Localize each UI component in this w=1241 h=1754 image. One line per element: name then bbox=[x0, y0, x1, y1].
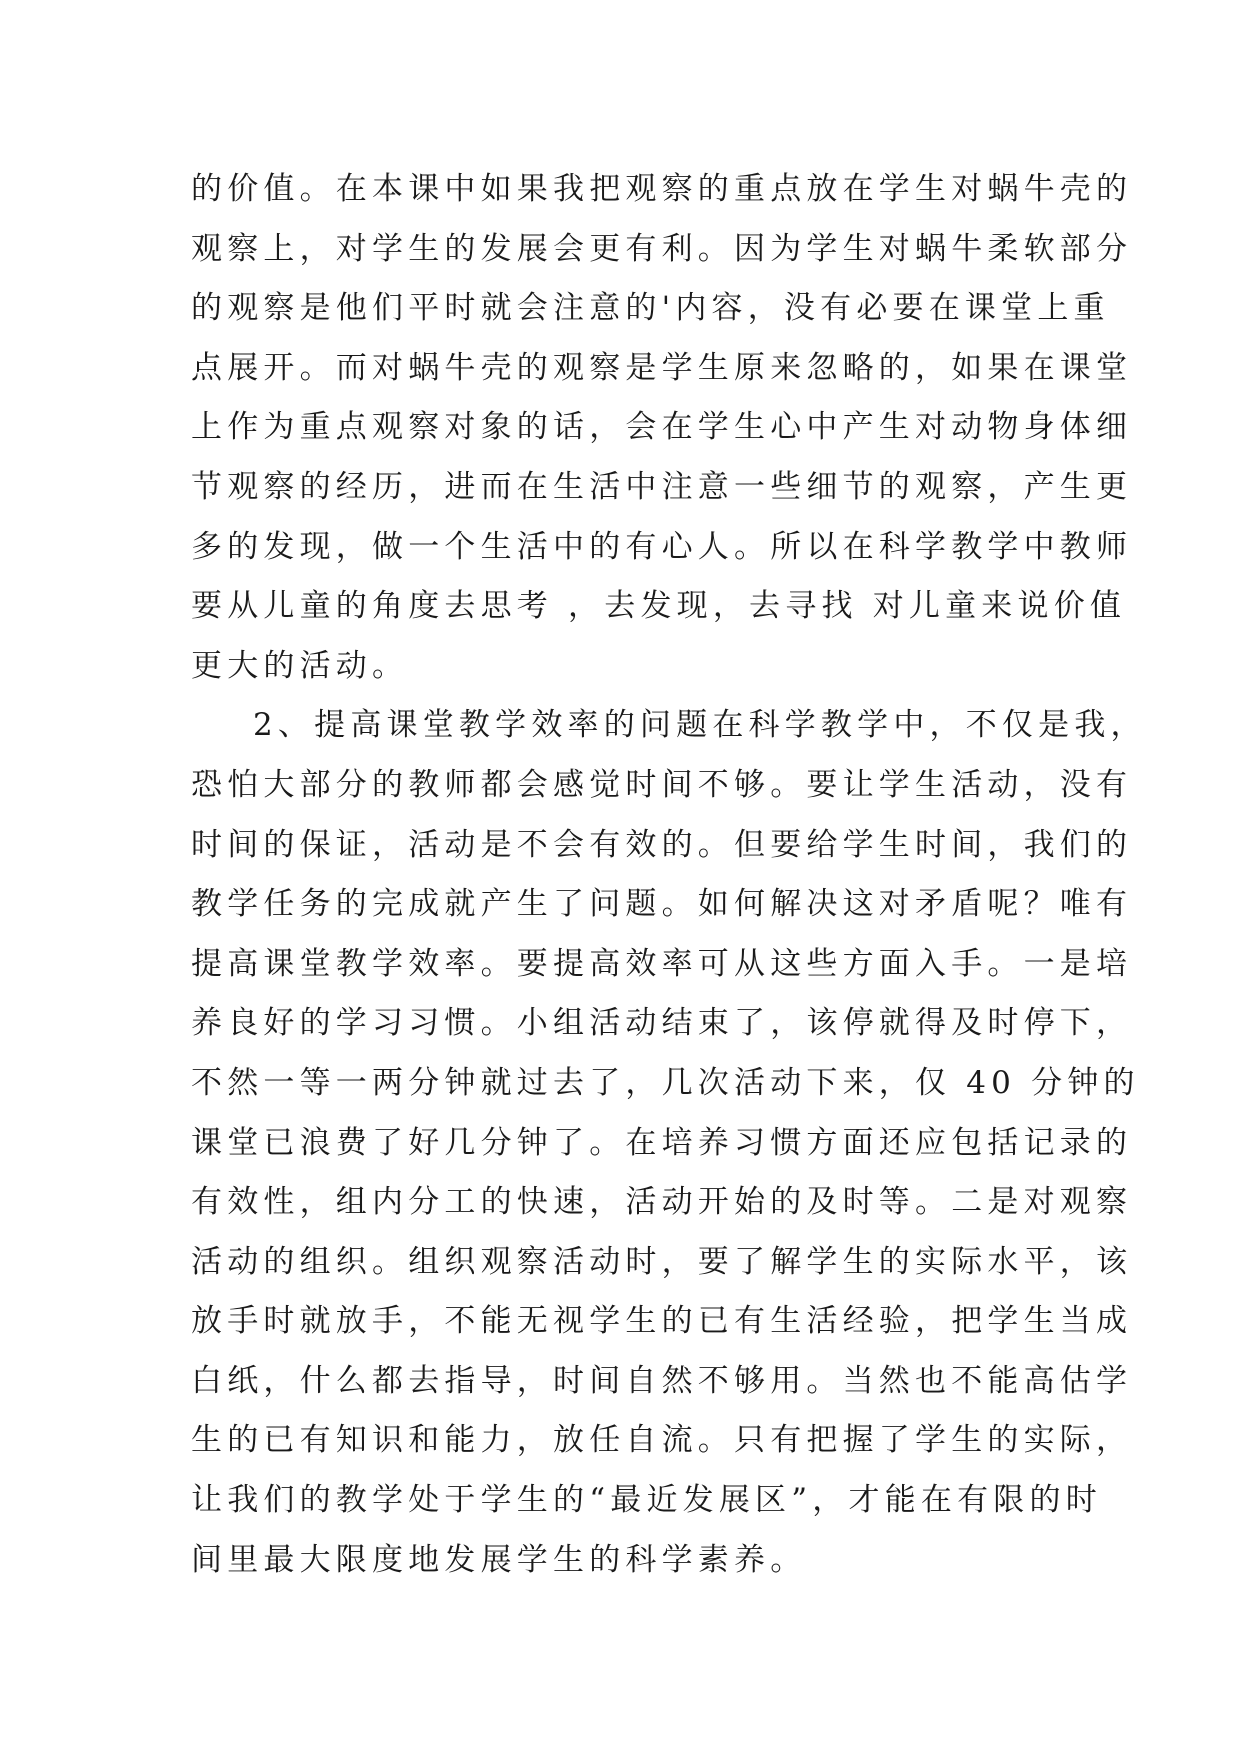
text-line: 活动的组织。组织观察活动时，要了解学生的实际水平，该 bbox=[191, 1243, 1133, 1280]
text-line: 不然一等一两分钟就过去了，几次活动下来，仅 40 分钟的 bbox=[191, 1064, 1140, 1101]
text-line: 放手时就放手，不能无视学生的已有生活经验，把学生当成 bbox=[191, 1303, 1133, 1340]
text-line: 上作为重点观察对象的话，会在学生心中产生对动物身体细 bbox=[191, 409, 1133, 446]
body-text bbox=[191, 160, 1147, 1590]
text-line: 恐怕大部分的教师都会感觉时间不够。要让学生活动，没有 bbox=[191, 766, 1133, 803]
text-line: 点展开。而对蜗牛壳的观察是学生原来忽略的，如果在课堂 bbox=[191, 349, 1133, 386]
text-line: 课堂已浪费了好几分钟了。在培养习惯方面还应包括记录的 bbox=[191, 1124, 1133, 1161]
text-line: 白纸，什么都去指导，时间自然不够用。当然也不能高估学 bbox=[191, 1362, 1133, 1399]
text-line: 教学任务的完成就产生了问题。如何解决这对矛盾呢？唯有 bbox=[191, 886, 1133, 923]
text-line: 间里最大限度地发展学生的科学素养。 bbox=[191, 1541, 807, 1578]
text-line: 养良好的学习习惯。小组活动结束了，该停就得及时停下， bbox=[191, 1005, 1133, 1042]
text-line: 有效性，组内分工的快速，活动开始的及时等。二是对观察 bbox=[191, 1184, 1133, 1221]
text-line: 节观察的经历，进而在生活中注意一些细节的观察，产生更 bbox=[191, 468, 1133, 505]
text-line: 观察上，对学生的发展会更有利。因为学生对蜗牛柔软部分 bbox=[191, 230, 1133, 267]
paragraph-first-line: 2、提高课堂教学效率的问题在科学教学中，不仅是我， bbox=[253, 707, 1147, 744]
text-line: 生的已有知识和能力，放任自流。只有把握了学生的实际， bbox=[191, 1422, 1133, 1459]
text-line: 时间的保证，活动是不会有效的。但要给学生时间，我们的 bbox=[191, 826, 1133, 863]
text-line: 的价值。在本课中如果我把观察的重点放在学生对蜗牛壳的 bbox=[191, 171, 1133, 207]
text-line: 让我们的教学处于学生的“最近发展区”，才能在有限的时 bbox=[191, 1482, 1102, 1519]
text-line: 多的发现，做一个生活中的有心人。所以在科学教学中教师 bbox=[191, 528, 1133, 565]
text-line: 提高课堂教学效率。要提高效率可从这些方面入手。一是培 bbox=[191, 945, 1133, 982]
text-line: 更大的活动。 bbox=[191, 647, 409, 684]
text-line: 的观察是他们平时就会注意的'内容，没有必要在课堂上重 bbox=[191, 290, 1110, 327]
text-line: 要从儿童的角度去思考 ，去发现，去寻找 对儿童来说价值 bbox=[191, 588, 1127, 625]
